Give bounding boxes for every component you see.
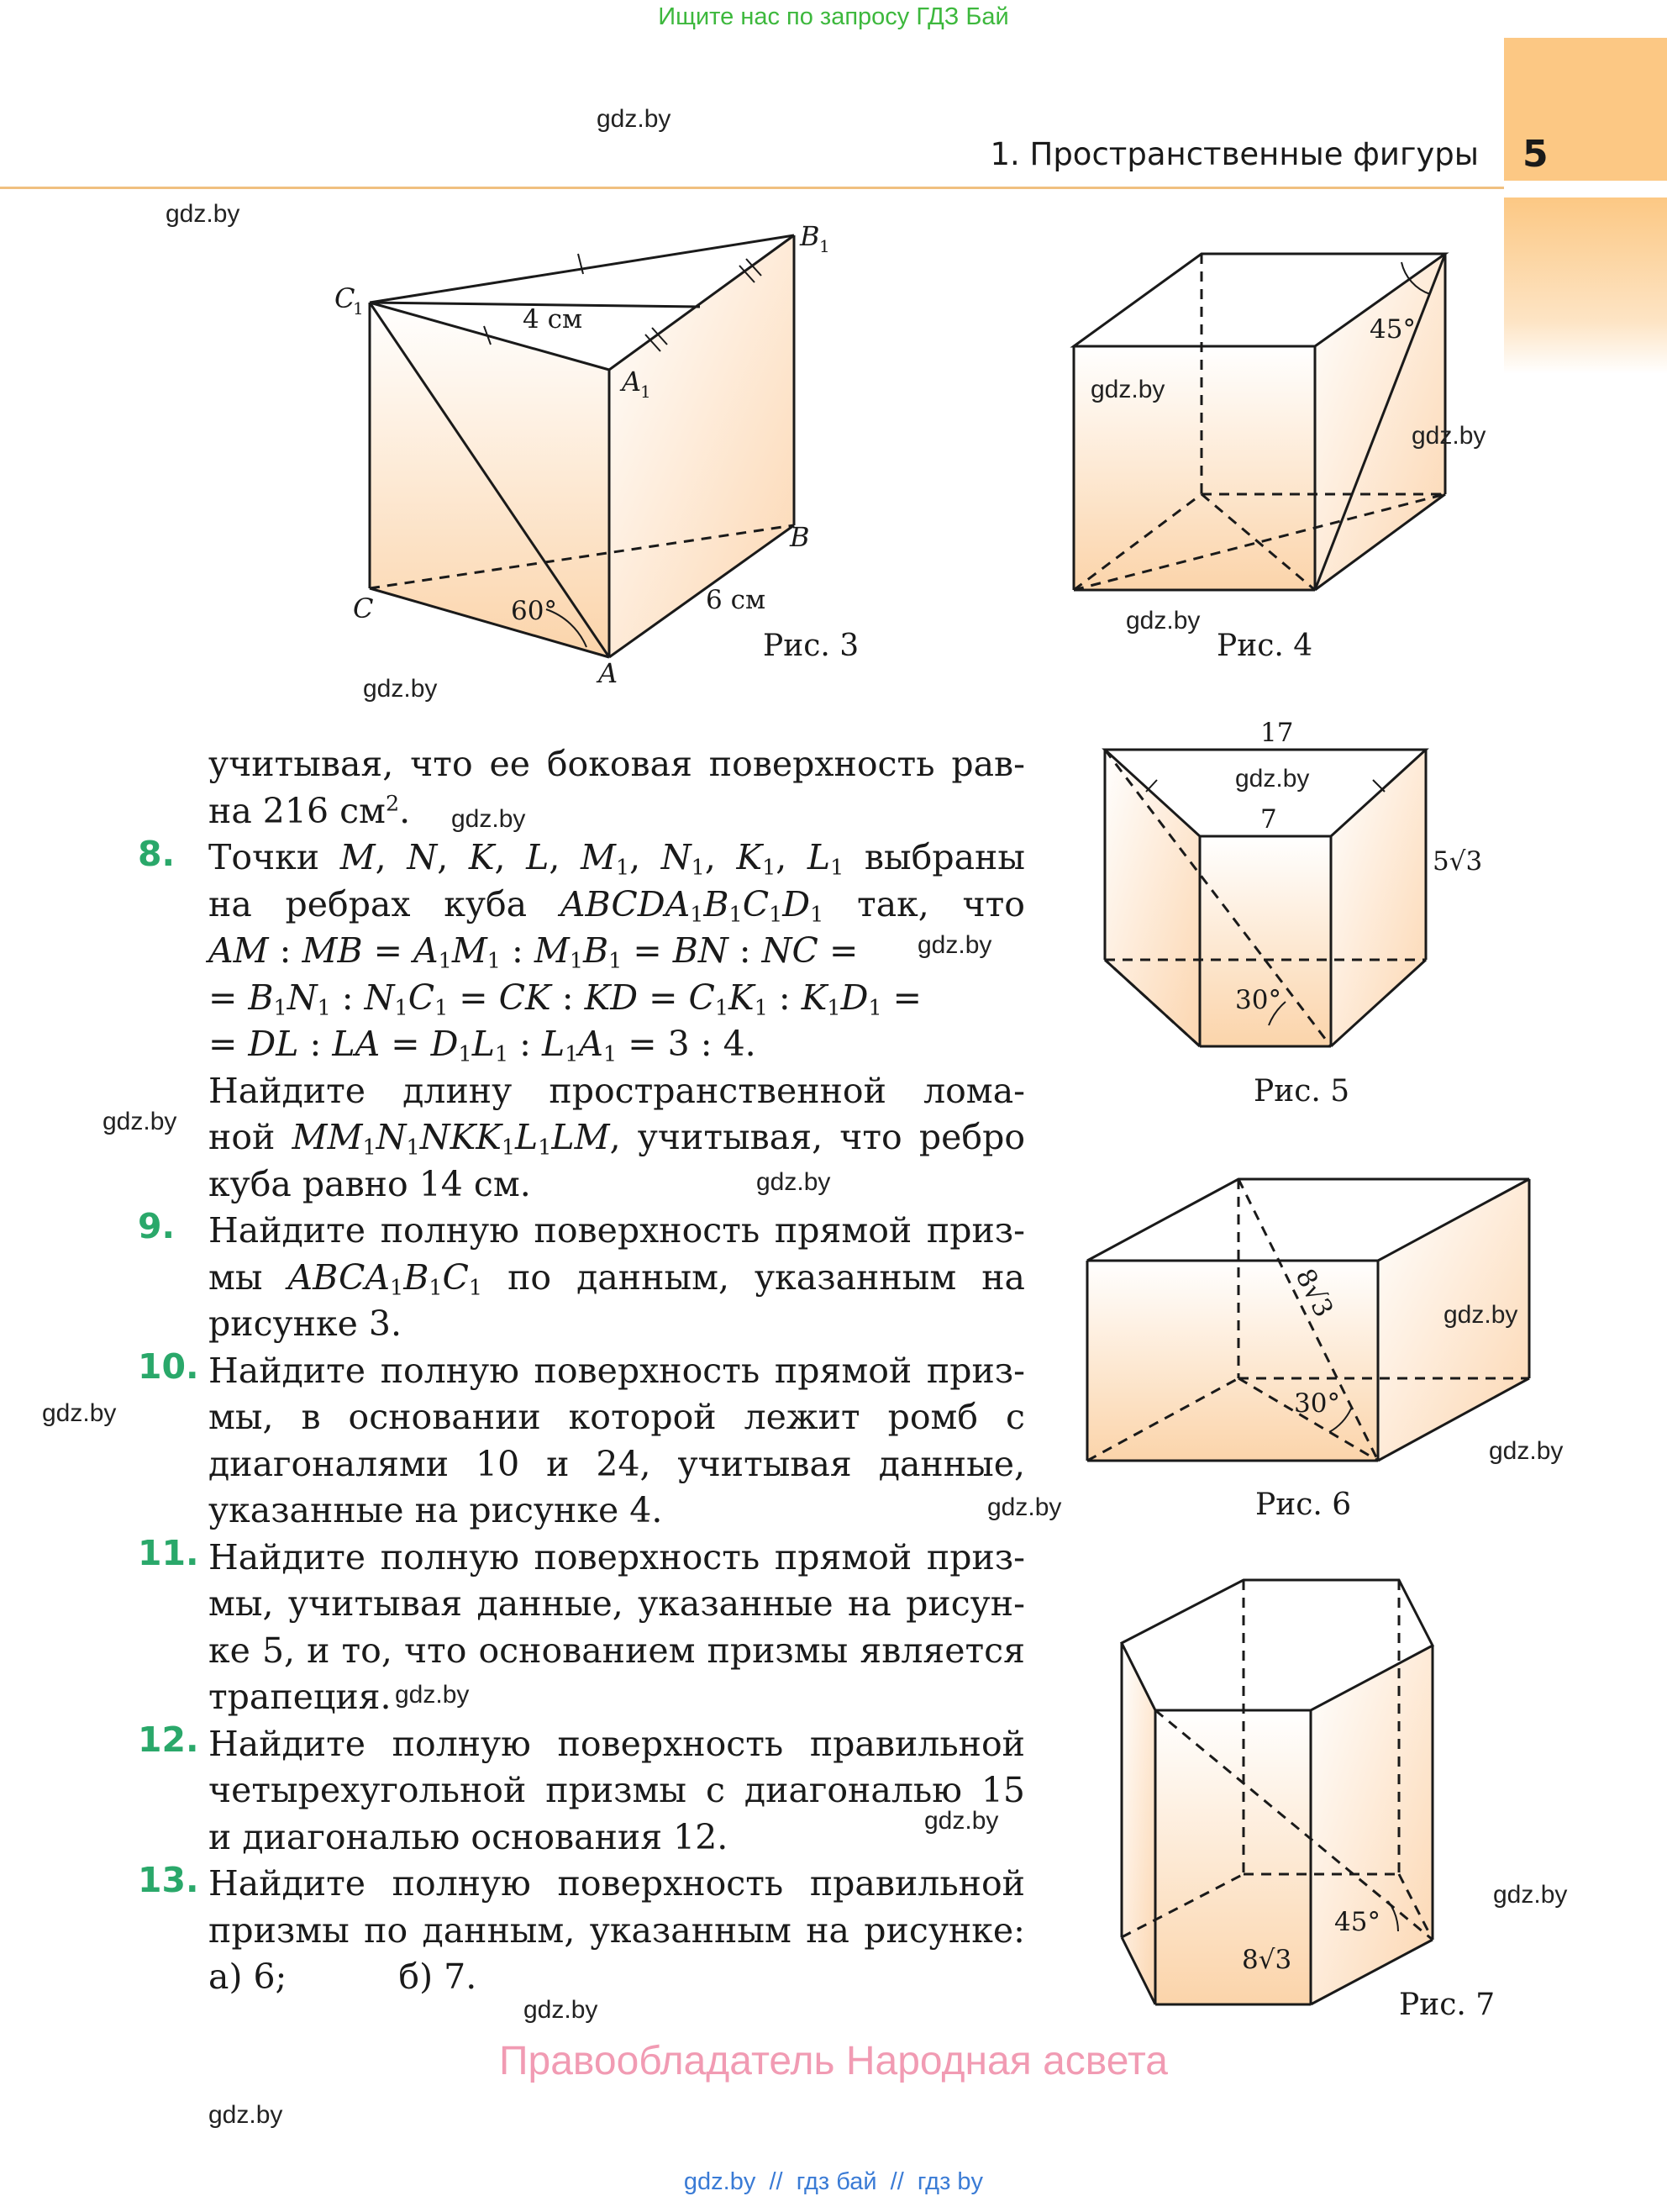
problem-10-line: мы, в основании которой лежит ромб с	[208, 1397, 1025, 1437]
fig3-bottom-edge: 6 см	[706, 585, 766, 615]
text-line: на 216 $см^2$.	[208, 789, 411, 831]
problem-13-options	[208, 1954, 1025, 2001]
watermark[interactable]: gdz.by	[166, 200, 240, 228]
problem-8-line: куба равно 14 см.	[208, 1163, 531, 1204]
figure-4	[1074, 254, 1445, 590]
label-C1-sub: 1	[353, 298, 364, 319]
fig4-angle: 45°	[1370, 314, 1416, 345]
problem-11-line: трапеция.	[208, 1677, 392, 1717]
problem-12-line: четырехугольной призмы с диагональю 15	[208, 1770, 1025, 1810]
watermark[interactable]: gdz.by	[597, 105, 671, 133]
label-C: C	[353, 592, 374, 624]
problem-9-line: Найдите полную поверхность прямой приз-	[208, 1210, 1025, 1251]
problem-11-line: мы, учитывая данные, указанные на рисун-	[208, 1583, 1025, 1624]
fig5-angle: 30°	[1235, 985, 1281, 1015]
problem-13-line: Найдите полную поверхность правильной	[208, 1863, 1025, 1904]
fig5-side: 5√3	[1433, 846, 1483, 877]
fig3-angle: 60°	[511, 596, 557, 626]
problem-8-number: 8.	[138, 834, 176, 874]
problem-9-line: рисунке 3.	[208, 1304, 402, 1344]
fig6-angle: 30°	[1294, 1388, 1340, 1419]
fig5-mid: 7	[1260, 804, 1277, 835]
problem-10-line: диагоналями 10 и 24, учитывая данные,	[208, 1443, 1025, 1484]
watermark[interactable]: gdz.by	[42, 1399, 117, 1427]
fig7-caption: Рис. 7	[1399, 1988, 1496, 2022]
watermark[interactable]: gdz.by	[363, 675, 438, 703]
top-banner[interactable]: Ищите нас по запросу ГДЗ Бай	[658, 3, 1009, 30]
option-b: б) 7.	[398, 1957, 477, 1997]
problem-11-number: 11.	[138, 1533, 199, 1573]
footer-links[interactable]: gdz.by // гдз бай // гдз by	[683, 2168, 984, 2195]
problem-12-line: Найдите полную поверхность правильной	[208, 1723, 1025, 1764]
problem-12-line: и диагональю основания 12.	[208, 1816, 728, 1857]
problem-10-line: указанные на рисунке 4.	[208, 1490, 663, 1530]
fig5-top: 17	[1260, 718, 1294, 748]
watermark[interactable]: gdz.by	[208, 2101, 283, 2129]
problem-13-line: призмы по данным, указанным на рисунке:	[208, 1909, 1025, 1951]
fig3-top-edge: 4 см	[523, 304, 583, 334]
label-B1-sub: 1	[819, 236, 830, 256]
watermark[interactable]: gdz.by	[1489, 1437, 1564, 1465]
fig6-caption: Рис. 6	[1255, 1488, 1352, 1522]
problem-10-line: Найдите полную поверхность прямой приз-	[208, 1350, 1025, 1391]
problem-8-line: AM : MB = $A_1M_1$ : $M_1B_1$ = BN : NC =	[208, 930, 859, 973]
watermark[interactable]: gdz.by	[1235, 765, 1310, 793]
watermark[interactable]: gdz.by	[987, 1493, 1062, 1521]
watermark[interactable]: gdz.by	[1412, 422, 1486, 450]
label-B1: B	[800, 220, 820, 252]
text-line: учитывая, что ее боковая поверхность рав-	[208, 744, 1025, 784]
problem-9-line: мы $ABCA_1B_1C_1$ по данным, указанным на	[208, 1256, 1025, 1299]
problem-11-line: Найдите полную поверхность прямой приз-	[208, 1536, 1025, 1577]
watermark[interactable]: gdz.by	[523, 1996, 598, 2024]
label-A1: A	[622, 366, 642, 398]
problem-8-line: на ребрах куба $ABCDA_1B_1C_1D_1$ так, что	[208, 883, 1025, 926]
problem-8-line: Найдите длину пространственной лома-	[208, 1070, 1025, 1111]
watermark[interactable]: gdz.by	[395, 1681, 470, 1709]
label-C1: C	[334, 282, 355, 314]
fig7-angle: 45°	[1334, 1907, 1380, 1937]
problem-8-line: = DL : LA = $D_1L_1$ : $L_1A_1 = 3$ : 4.	[208, 1024, 756, 1066]
fig7-edge: 8√3	[1242, 1945, 1292, 1975]
watermark[interactable]: gdz.by	[924, 1807, 999, 1835]
problem-12-number: 12.	[138, 1720, 199, 1760]
label-A1-sub: 1	[640, 382, 651, 402]
fig4-caption: Рис. 4	[1217, 629, 1313, 663]
problem-9-number: 9.	[138, 1206, 176, 1246]
problem-10-number: 10.	[138, 1346, 199, 1387]
option-a: а) 6;	[208, 1957, 287, 1997]
problem-8-line: ной $MM_1N_1NKK_1L_1LM$, учитывая, что ребро	[208, 1117, 1025, 1160]
figure-7	[1122, 1580, 1433, 2004]
problem-8-line: Точки M, N, K, L, $M_1$, $N_1$, $K_1$, $L_1$ выбраны	[208, 837, 1025, 880]
fig5-caption: Рис. 5	[1254, 1074, 1350, 1109]
label-B: B	[790, 521, 810, 553]
watermark[interactable]: gdz.by	[1126, 607, 1201, 635]
watermark[interactable]: gdz.by	[103, 1108, 177, 1135]
fig6-diag: 8√3	[1289, 1264, 1339, 1323]
problems-text	[208, 741, 1025, 2001]
watermark[interactable]: gdz.by	[756, 1168, 831, 1196]
label-A: A	[598, 657, 618, 689]
watermark[interactable]: gdz.by	[1091, 376, 1165, 403]
watermark[interactable]: gdz.by	[1493, 1881, 1568, 1909]
watermark[interactable]: gdz.by	[1444, 1301, 1518, 1329]
copyright: Правообладатель Народная асвета	[499, 2039, 1168, 2083]
watermark[interactable]: gdz.by	[918, 931, 992, 959]
chapter-title: 1. Пространственные фигуры	[990, 136, 1479, 172]
watermark[interactable]: gdz.by	[451, 805, 526, 833]
problem-11-line: ке 5, и то, что основанием призмы является	[208, 1630, 1025, 1671]
page-number: 5	[1522, 133, 1549, 176]
fig3-caption: Рис. 3	[763, 629, 860, 663]
problem-8-line: = $B_1N_1$ : $N_1C_1$ = CK : KD = $C_1K_1$ : $K_1D_1$ =	[208, 977, 922, 1019]
problem-13-number: 13.	[138, 1860, 199, 1900]
